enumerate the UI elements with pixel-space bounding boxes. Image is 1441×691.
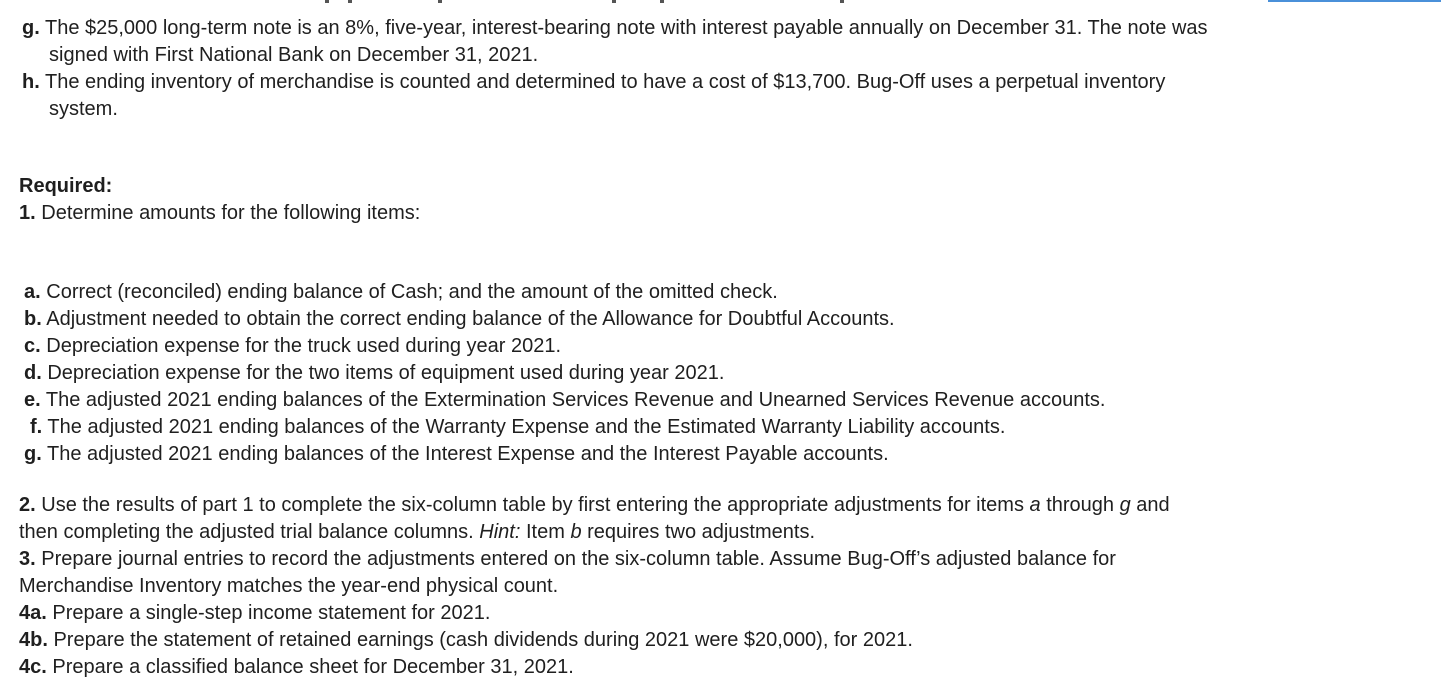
required-item-c: [24, 333, 561, 360]
part-text: Prepare a classified balance sheet for December 31, 2021.: [52, 656, 574, 678]
problem-item-h-line2: [49, 96, 118, 123]
item-label: d.: [24, 362, 42, 384]
problem-item-g-line1: [22, 15, 1208, 42]
item-text: Depreciation expense for the two items of equipment used during year 2021.: [47, 362, 725, 384]
part-4b: [19, 627, 913, 654]
part-label: 2.: [19, 494, 36, 516]
required-item-g: [24, 441, 889, 468]
top-edge-accent: [1268, 0, 1441, 2]
part-text: Use the results of part 1 to complete the six-column table by first entering the appropriate adjustments for items: [41, 494, 1024, 516]
part-text: requires two adjustments.: [587, 521, 816, 543]
item-label: h.: [22, 71, 40, 93]
part-label: 4b.: [19, 629, 48, 651]
item-label: f.: [30, 416, 43, 438]
part-text-italic: g: [1119, 494, 1131, 516]
part-label: 3.: [19, 548, 36, 570]
part-1: [19, 200, 420, 227]
item-label: g.: [22, 17, 40, 39]
item-label: g.: [24, 443, 42, 465]
part-text: Item: [525, 521, 565, 543]
item-text: Adjustment needed to obtain the correct ending balance of the Allowance for Doubtful Accounts.: [46, 308, 895, 330]
required-item-e: [24, 387, 1105, 414]
problem-item-h-line1: [22, 69, 1165, 96]
part-label: 1.: [19, 202, 36, 224]
part-text: Prepare journal entries to record the adjustments entered on the six-column table. Assume Bug-Off’s adjusted balance for: [41, 548, 1116, 570]
item-text: The $25,000 long-term note is an 8%, five-year, interest-bearing note with interest payable annually on December 31. The note was: [44, 17, 1208, 39]
item-text: system.: [49, 98, 118, 120]
part-2-line1: [19, 492, 1170, 519]
item-text: The adjusted 2021 ending balances of the Interest Expense and the Interest Payable accounts.: [46, 443, 889, 465]
item-text: Depreciation expense for the truck used during year 2021.: [46, 335, 562, 357]
hint-label: Hint:: [479, 521, 521, 543]
item-label: c.: [24, 335, 41, 357]
required-item-a: [24, 279, 778, 306]
problem-item-g-line2: [49, 42, 538, 69]
item-text: Correct (reconciled) ending balance of Cash; and the amount of the omitted check.: [46, 281, 778, 303]
item-label: e.: [24, 389, 41, 411]
part-4c: [19, 654, 574, 681]
clipped-text-remnants: [0, 0, 900, 6]
part-text: and: [1136, 494, 1170, 516]
part-2-line2: [19, 519, 815, 546]
part-text: Determine amounts for the following items:: [41, 202, 421, 224]
part-text-italic: a: [1029, 494, 1041, 516]
part-3-line1: [19, 546, 1116, 573]
part-4a: [19, 600, 490, 627]
item-text: The adjusted 2021 ending balances of the Warranty Expense and the Estimated Warranty Liability accounts.: [47, 416, 1006, 438]
item-label: b.: [24, 308, 42, 330]
part-text: through: [1046, 494, 1115, 516]
part-label: 4a.: [19, 602, 47, 624]
part-text: Prepare the statement of retained earnings (cash dividends during 2021 were $20,000), for 2021.: [53, 629, 913, 651]
item-text: The ending inventory of merchandise is counted and determined to have a cost of $13,700. Bug-Off uses a perpetual inventory: [44, 71, 1166, 93]
part-text-italic: b: [570, 521, 582, 543]
part-label: 4c.: [19, 656, 47, 678]
required-item-f: [30, 414, 1005, 441]
item-label: a.: [24, 281, 41, 303]
part-text: Prepare a single-step income statement for 2021.: [52, 602, 491, 624]
part-text: Merchandise Inventory matches the year-end physical count.: [19, 575, 559, 597]
part-text: then completing the adjusted trial balance columns.: [19, 521, 474, 543]
required-item-d: [24, 360, 724, 387]
required-heading: Required:: [19, 175, 113, 197]
required-item-b: [24, 306, 895, 333]
part-3-line2: [19, 573, 558, 600]
item-text: signed with First National Bank on December 31, 2021.: [49, 44, 539, 66]
item-text: The adjusted 2021 ending balances of the Extermination Services Revenue and Unearned Services Revenue accounts.: [45, 389, 1106, 411]
